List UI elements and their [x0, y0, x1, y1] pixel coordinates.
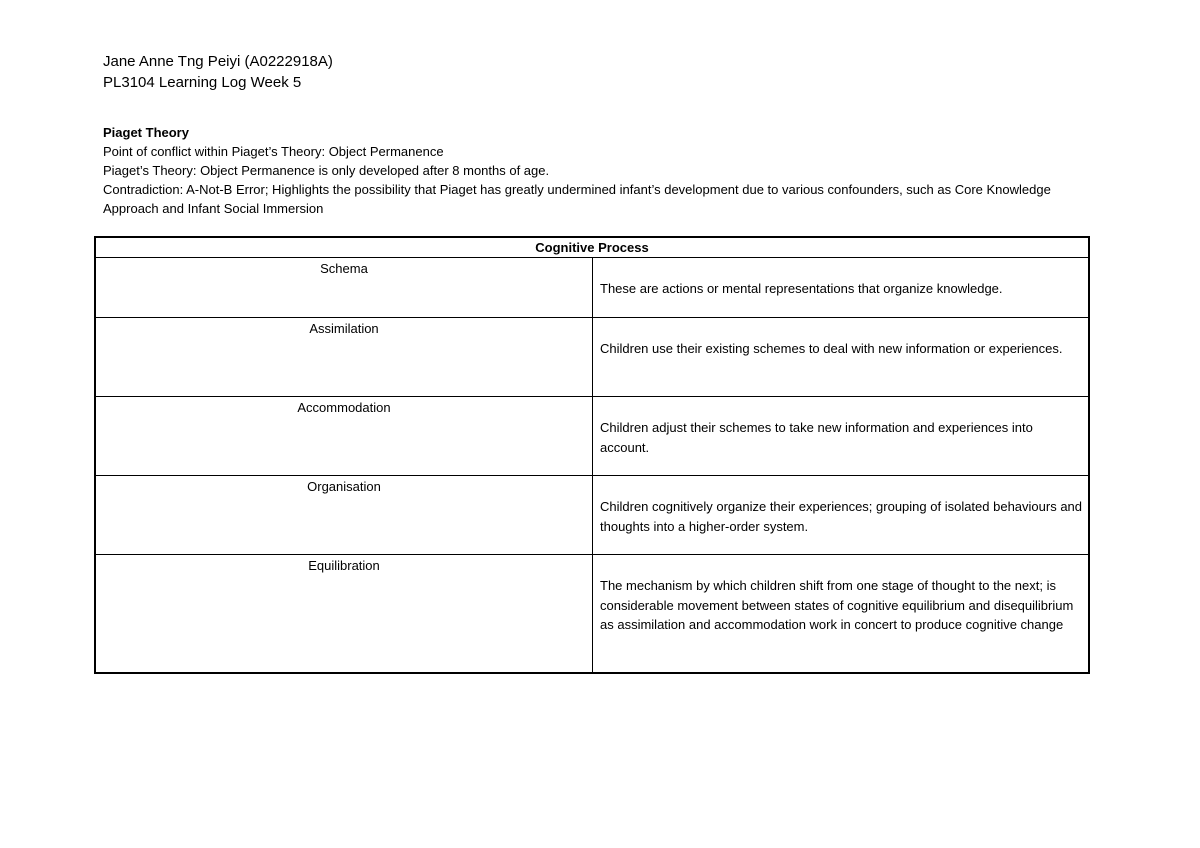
table-row [95, 397, 1089, 476]
cognitive-process-table [94, 236, 1090, 674]
definition-cell [593, 555, 1090, 673]
table-row [95, 318, 1089, 397]
definition-cell [593, 318, 1090, 397]
author-line: Jane Anne Tng Peiyi (A0222918A) [103, 53, 333, 70]
term-equilibration: Equilibration [308, 558, 380, 573]
table-row [95, 555, 1089, 673]
term-assimilation: Assimilation [309, 321, 379, 336]
definition-cell [593, 258, 1090, 318]
table-title: Cognitive Process [95, 237, 1089, 258]
definition-schema: These are actions or mental representations that organize knowledge. [600, 281, 1003, 296]
term-cell [95, 397, 593, 476]
definition-organisation: Children cognitively organize their experiences; grouping of isolated behaviours and thoughts into a higher-order system. [600, 499, 1083, 534]
definition-equilibration: The mechanism by which children shift from one stage of thought to the next; is considerable movement between states of cognitive equilibrium and disequilibrium as assimilation and accommodation work in concert to produce cognitive change [600, 578, 1074, 632]
table-title-row [95, 237, 1089, 258]
term-cell [95, 555, 593, 673]
table-row [95, 476, 1089, 555]
definition-cell [593, 476, 1090, 555]
section-heading: Piaget Theory [103, 125, 189, 140]
intro-section [103, 123, 1093, 218]
definition-accommodation: Children adjust their schemes to take new information and experiences into account. [600, 420, 1033, 455]
intro-line-conflict: Point of conflict within Piaget’s Theory: Object Permanence [103, 144, 444, 159]
definition-cell [593, 397, 1090, 476]
term-schema: Schema [320, 261, 368, 276]
definition-assimilation: Children use their existing schemes to deal with new information or experiences. [600, 341, 1063, 356]
term-cell [95, 318, 593, 397]
intro-line-contradiction: Contradiction: A-Not-B Error; Highlights the possibility that Piaget has greatly undermined infant’s development due to various confounders, such as Core Knowledge Approach and Infant Social Immersion [103, 182, 1051, 216]
course-line: PL3104 Learning Log Week 5 [103, 74, 302, 91]
table-row [95, 258, 1089, 318]
term-organisation: Organisation [307, 479, 381, 494]
intro-line-theory: Piaget’s Theory: Object Permanence is only developed after 8 months of age. [103, 163, 550, 178]
document-header [103, 51, 333, 93]
term-accommodation: Accommodation [297, 400, 391, 415]
term-cell [95, 476, 593, 555]
term-cell [95, 258, 593, 318]
